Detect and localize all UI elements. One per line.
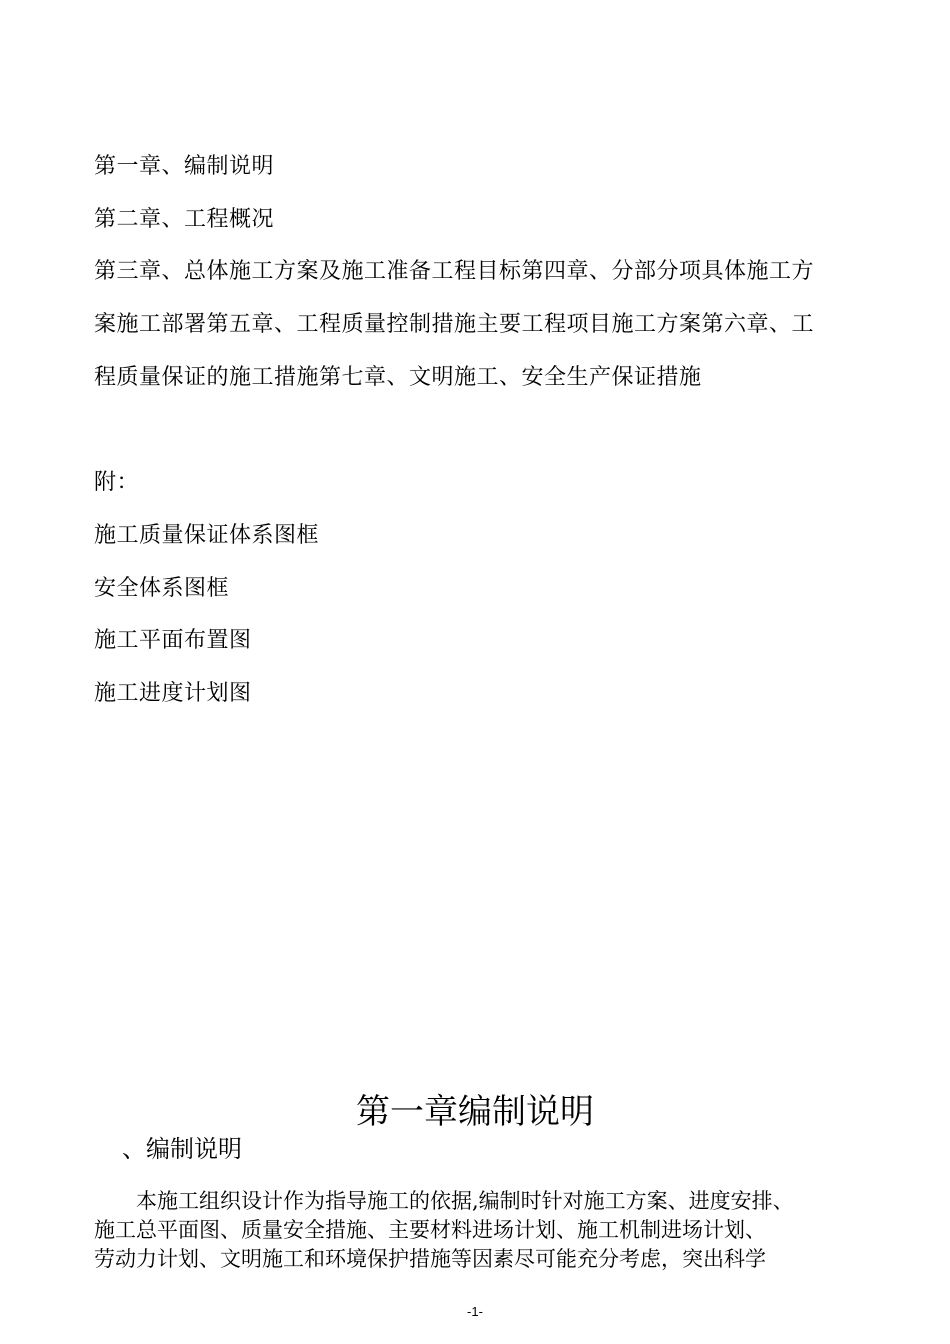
paragraph-line-3: 劳动力计划、文明施工和环境保护措施等因素尽可能充分考虑，突出科学 — [94, 1247, 766, 1271]
chapter-title: 第一章编制说明 — [356, 1092, 594, 1132]
toc-chapter-1: 第一章、编制说明 — [94, 154, 275, 179]
toc-chapter-2: 第二章、工程概况 — [94, 207, 275, 232]
paragraph-line-2: 施工总平面图、质量安全措施、主要材料进场计划、施工机制进场计划、 — [94, 1218, 766, 1242]
toc-chapters-line-1: 第三章、总体施工方案及施工准备工程目标第四章、分部分项具体施工方 — [94, 259, 815, 284]
section-heading: 、编制说明 — [122, 1135, 242, 1163]
appendix-item-site-plan: 施工平面布置图 — [94, 628, 252, 653]
page-number: -1- — [467, 1304, 483, 1319]
toc-chapters-line-3: 程质量保证的施工措施第七章、文明施工、安全生产保证措施 — [94, 365, 702, 390]
appendix-label: 附： — [94, 470, 140, 495]
appendix-item-quality-system: 施工质量保证体系图框 — [94, 523, 320, 548]
toc-chapters-line-2: 案施工部署第五章、工程质量控制措施主要工程项目施工方案第六章、工 — [94, 312, 815, 337]
appendix-item-schedule: 施工进度计划图 — [94, 681, 252, 706]
paragraph-line-1: 本施工组织设计作为指导施工的依据,编制时针对施工方案、进度安排、 — [94, 1189, 794, 1213]
appendix-item-safety-system: 安全体系图框 — [94, 576, 230, 601]
